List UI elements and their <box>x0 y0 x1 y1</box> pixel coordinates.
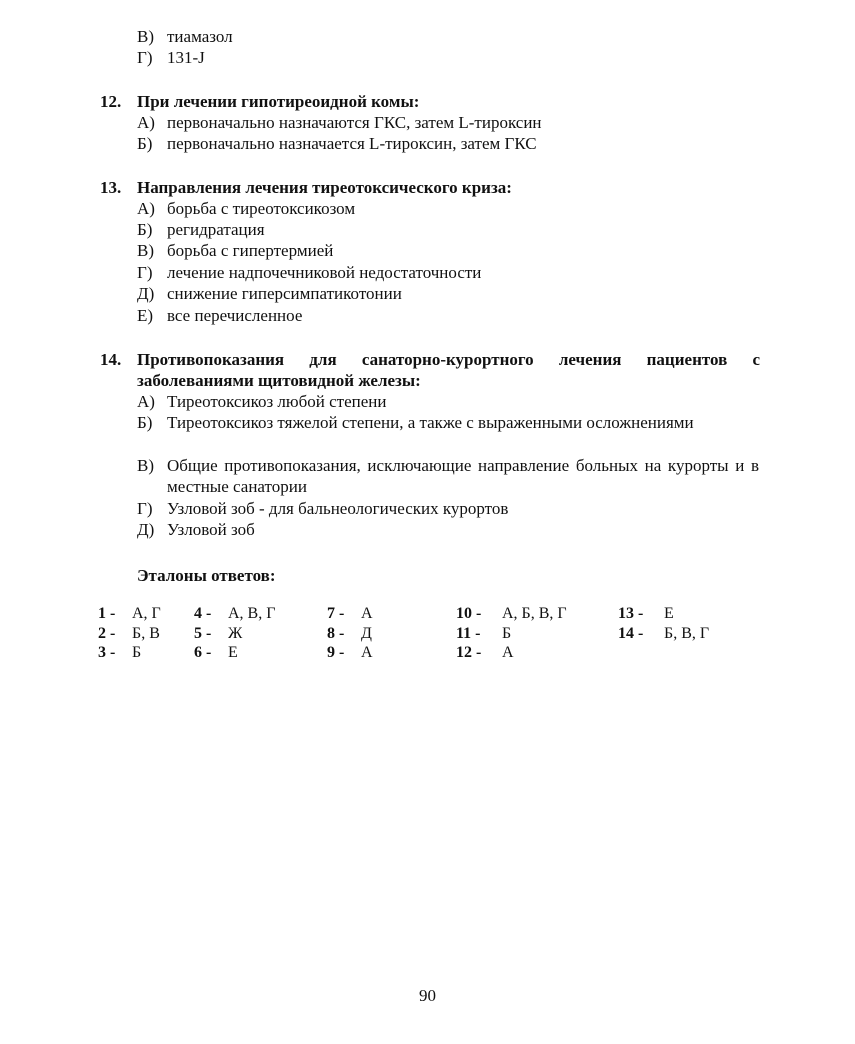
option-line <box>137 283 402 304</box>
option-line <box>137 219 265 240</box>
option-line <box>137 519 255 540</box>
option-letter: Е) <box>137 306 154 325</box>
option-text: Тиреотоксикоз любой степени <box>167 392 387 411</box>
option-letter: Д) <box>137 520 155 539</box>
option-letter: Г) <box>137 499 153 518</box>
answer-number: 5 - <box>194 625 212 642</box>
question-number: 13. <box>100 178 122 197</box>
option-line <box>137 305 302 326</box>
answer-value: А <box>502 644 514 661</box>
answer-number: 7 - <box>327 605 345 622</box>
option-line <box>137 391 386 412</box>
option-letter: Г) <box>137 263 153 282</box>
option-line <box>137 112 542 133</box>
answer-number: 6 - <box>194 644 212 661</box>
answers-title: Эталоны ответов: <box>137 566 276 585</box>
question-number: 12. <box>100 92 122 111</box>
answer-number: 13 - <box>618 605 644 622</box>
option-letter: Б) <box>137 134 153 153</box>
option-letter: Д) <box>137 284 155 303</box>
answer-item <box>456 624 511 644</box>
option-text: лечение надпочечниковой недостаточности <box>167 263 482 282</box>
answer-item <box>327 604 373 624</box>
answer-value: А, Г <box>132 605 161 622</box>
option-letter: В) <box>137 27 154 46</box>
option-text: первоначально назначаются ГКС, затем L-тироксин <box>167 113 542 132</box>
answer-item <box>456 643 514 663</box>
answer-value: А <box>361 605 373 622</box>
option-letter: В) <box>137 241 154 260</box>
answer-number: 9 - <box>327 644 345 661</box>
answer-item <box>194 643 238 663</box>
option-line <box>137 240 333 261</box>
option-text: борьба с гипертермией <box>167 241 334 260</box>
option-text: Узловой зоб <box>167 520 255 539</box>
answer-number: 10 - <box>456 605 482 622</box>
answer-value: Б, В, Г <box>664 625 710 642</box>
answer-number: 3 - <box>98 644 116 661</box>
option-line <box>137 412 759 433</box>
option-text: Тиреотоксикоз тяжелой степени, а также с выраженными осложнениями <box>167 413 694 432</box>
option-text: все перечисленное <box>167 306 303 325</box>
answer-number: 14 - <box>618 625 644 642</box>
answer-value: Е <box>664 605 674 622</box>
option-line <box>137 262 481 283</box>
answer-number: 4 - <box>194 605 212 622</box>
option-line <box>137 47 205 68</box>
option-letter: А) <box>137 199 155 218</box>
question-12-title <box>100 91 419 112</box>
answer-item <box>456 604 567 624</box>
option-text: Общие противопоказания, исключающие направление больных на курорты и в местные санатории <box>167 456 759 496</box>
option-line <box>137 133 537 154</box>
option-line <box>137 26 233 47</box>
answer-value: Б, В <box>132 625 160 642</box>
option-letter: А) <box>137 392 155 411</box>
page-number: 90 <box>419 986 436 1005</box>
option-text: борьба с тиреотоксикозом <box>167 199 356 218</box>
option-line <box>137 455 759 497</box>
question-number: 14. <box>100 350 122 369</box>
answer-item <box>98 624 160 644</box>
answer-item <box>618 624 709 644</box>
answer-number: 2 - <box>98 625 116 642</box>
option-letter: Г) <box>137 48 153 67</box>
answer-item <box>327 643 373 663</box>
answer-number: 1 - <box>98 605 116 622</box>
option-letter: Б) <box>137 220 153 239</box>
question-text: Направления лечения тиреотоксического криза: <box>137 178 512 197</box>
answer-value: Ж <box>228 625 243 642</box>
answer-number: 12 - <box>456 644 482 661</box>
answer-value: Д <box>361 625 372 642</box>
answer-value: Е <box>228 644 238 661</box>
question-text: Противопоказания для санаторно-курортного лечения пациентов с заболеваниями щитовидной железы: <box>137 350 760 390</box>
option-line <box>137 198 355 219</box>
option-text: снижение гиперсимпатикотонии <box>167 284 402 303</box>
answer-number: 8 - <box>327 625 345 642</box>
answer-value: А, В, Г <box>228 605 276 622</box>
option-letter: Б) <box>137 413 153 432</box>
question-14-title <box>100 349 760 391</box>
answer-item <box>194 604 275 624</box>
option-text: 131-J <box>167 48 205 67</box>
answer-value: Б <box>502 625 512 642</box>
answer-item <box>98 643 141 663</box>
answer-item <box>327 624 372 644</box>
option-letter: А) <box>137 113 155 132</box>
option-text: первоначально назначается L-тироксин, затем ГКС <box>167 134 537 153</box>
question-text: При лечении гипотиреоидной комы: <box>137 92 420 111</box>
question-13-title <box>100 177 512 198</box>
option-text: регидратация <box>167 220 265 239</box>
option-text: тиамазол <box>167 27 233 46</box>
answer-number: 11 - <box>456 625 481 642</box>
answer-value: А <box>361 644 373 661</box>
option-line <box>137 498 508 519</box>
answer-value: А, Б, В, Г <box>502 605 567 622</box>
option-letter: В) <box>137 456 154 475</box>
answer-item <box>194 624 242 644</box>
option-text: Узловой зоб - для бальнеологических курортов <box>167 499 509 518</box>
answer-item <box>98 604 161 624</box>
answer-value: Б <box>132 644 142 661</box>
answer-item <box>618 604 674 624</box>
